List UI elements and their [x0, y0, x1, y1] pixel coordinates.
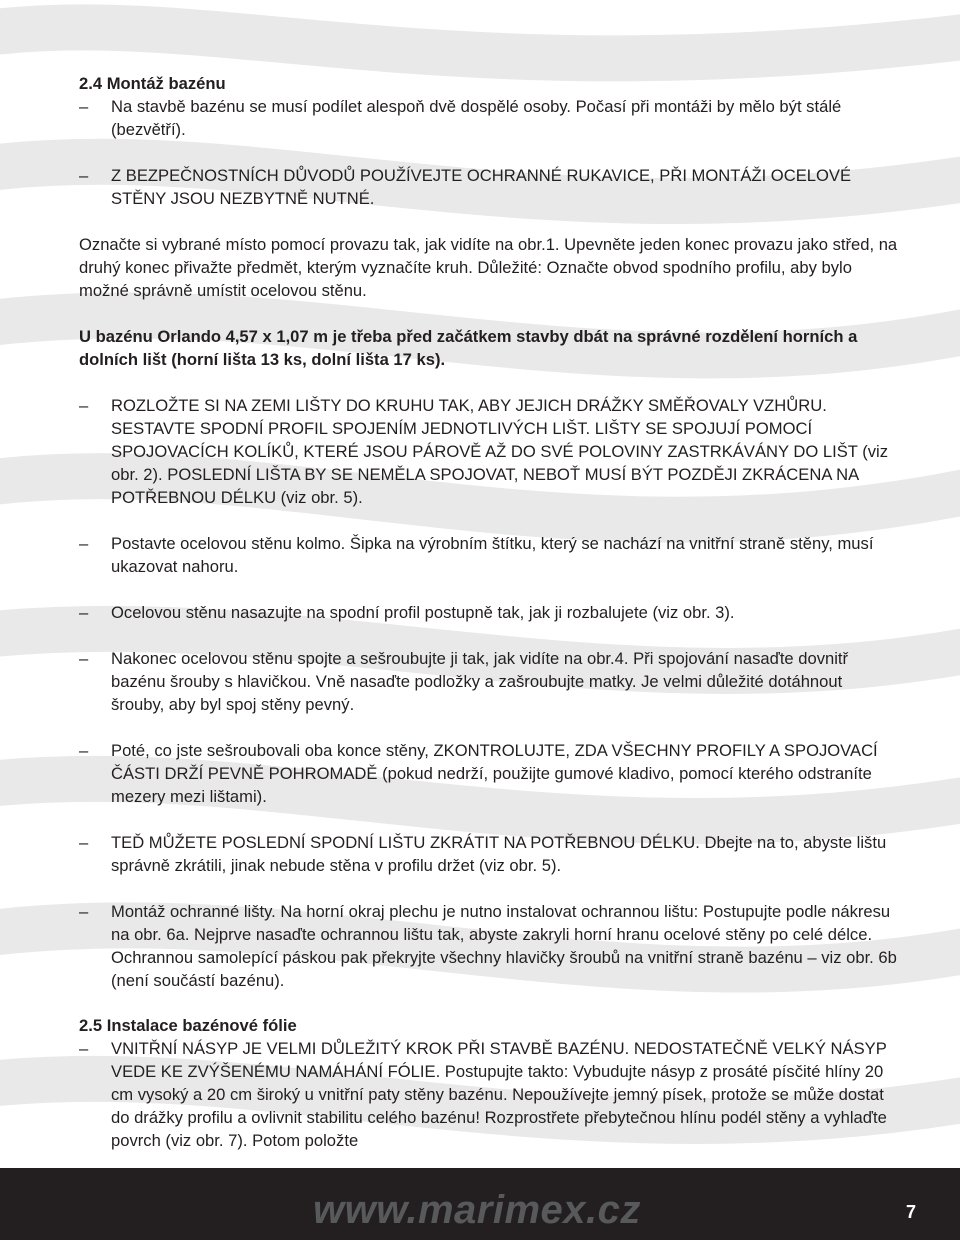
list-item: [79, 394, 899, 509]
item-text: Nakonec ocelovou stěnu spojte a sešroubujte ji tak, jak vidíte na obr.4. Při spojování nasaďte dovnitř bazénu šrouby s hlavičkou. Vně nasaďte podložky a zašroubujte matky. Je velmi důležité dotáhnout šrouby, aby byl spoj stěny pevný.: [111, 649, 849, 714]
bold-paragraph: U bazénu Orlando 4,57 x 1,07 m je třeba před začátkem stavby dbát na správné rozdělení horních a dolních lišt (horní lišta 13 ks, dolní lišta 17 ks).: [79, 327, 858, 369]
section-title: Montáž bazénu: [106, 74, 226, 93]
list-item: [79, 831, 899, 877]
dash-marker: –: [79, 1039, 89, 1058]
dash-marker: –: [79, 603, 89, 622]
section-heading-2-5: [79, 1014, 899, 1037]
item-text: Poté, co jste sešroubovali oba konce stěny, ZKONTROLUJTE, ZDA VŠECHNY PROFILY A SPOJOVACÍ ČÁSTI DRŽÍ PEVNĚ POHROMADĚ (pokud nedrží, použijte gumové kladivo, pomocí kterého odstraníte mezery mezi lištami).: [111, 741, 878, 806]
item-text: TEĎ MŮŽETE POSLEDNÍ SPODNÍ LIŠTU ZKRÁTIT NA POTŘEBNOU DÉLKU. Dbejte na to, abyste lištu správně zkrátili, jinak nebude stěna v profilu držet (viz obr. 5).: [111, 833, 887, 875]
paragraph: Označte si vybrané místo pomocí provazu tak, jak vidíte na obr.1. Upevněte jeden konec provazu jako střed, na druhý konec přivažte předmět, kterým vyznačíte kruh. Důležité: Označte obvod spodního profilu, aby bylo možné správně umístit ocelovou stěnu.: [79, 235, 898, 300]
section-title: Instalace bazénové fólie: [106, 1016, 297, 1035]
list-item: [79, 1037, 899, 1152]
list-item: [79, 739, 899, 808]
dash-marker: –: [79, 396, 89, 415]
item-text: VNITŘNÍ NÁSYP JE VELMI DŮLEŽITÝ KROK PŘI STAVBĚ BAZÉNU. NEDOSTATEČNĚ VELKÝ NÁSYP VEDE KE ZVÝŠENÉMU NAMÁHÁNÍ FÓLIE. Postupujte takto: Vybudujte násyp z prosáté písčité hlíny 20 cm vysoký a 20 cm široký u vnitřní paty stěny bazénu. Nepoužívejte jemný písek, protože se může dostat do drážky profilu a ovlivnit stabilitu celého bazénu! Rozprostřete přebytečnou hlínu podél stěny a vyhlaďte povrch (viz obr. 7). Potom položte: [111, 1039, 887, 1150]
page-number: 7: [906, 1202, 917, 1222]
dash-marker: –: [79, 649, 89, 668]
item-text: Postavte ocelovou stěnu kolmo. Šipka na výrobním štítku, který se nachází na vnitřní straně stěny, musí ukazovat nahoru.: [111, 534, 874, 576]
item-text: ROZLOŽTE SI NA ZEMI LIŠTY DO KRUHU TAK, ABY JEJICH DRÁŽKY SMĚŘOVALY VZHŮRU. SESTAVTE SPODNÍ PROFIL SPOJENÍM JEDNOTLIVÝCH LIŠT. LIŠTY SE SPOJUJÍ POMOCÍ SPOJOVACÍCH KOLÍKŮ, KTERÉ JSOU PÁROVĚ AŽ DO SVÉ POLOVINY ZASTRKÁVÁNY DO LIŠT (viz obr. 2). POSLEDNÍ LIŠTA BY SE NEMĚLA SPOJOVAT, NEBOŤ MUSÍ BÝT POZDĚJI ZKRÁCENA NA POTŘEBNOU DÉLKU (viz obr. 5).: [111, 396, 889, 507]
list-item: [79, 900, 899, 992]
website-link[interactable]: www.marimex.cz: [313, 1188, 641, 1232]
section-number: 2.5: [79, 1016, 103, 1035]
item-text: Z BEZPEČNOSTNÍCH DŮVODŮ POUŽÍVEJTE OCHRANNÉ RUKAVICE, PŘI MONTÁŽI OCELOVÉ STĚNY JSOU NEZBYTNĚ NUTNÉ.: [111, 166, 852, 208]
manual-content: [79, 72, 899, 1152]
list-item: [79, 164, 899, 210]
dash-marker: –: [79, 833, 89, 852]
list-item: [79, 601, 899, 624]
item-text: Montáž ochranné lišty. Na horní okraj plechu je nutno instalovat ochrannou lištu: Postupujte podle nákresu na obr. 6a. Nejprve nasaďte ochrannou lištu tak, abyste zakryli horní hranu ocelové stěny po celé délce. Ochrannou samolepící páskou pak překryjte všechny hlavičky šroubů na vnitřní straně bazénu – viz obr. 6b (není součástí bazénu).: [111, 902, 897, 990]
dash-marker: –: [79, 534, 89, 553]
item-text: Ocelovou stěnu nasazujte na spodní profil postupně tak, jak ji rozbalujete (viz obr. 3).: [111, 603, 735, 622]
dash-marker: –: [79, 97, 89, 116]
dash-marker: –: [79, 902, 89, 921]
list-item: [79, 532, 899, 578]
dash-marker: –: [79, 166, 89, 185]
list-item: [79, 647, 899, 716]
item-text: Na stavbě bazénu se musí podílet alespoň dvě dospělé osoby. Počasí při montáži by mělo být stálé (bezvětří).: [111, 97, 842, 139]
dash-marker: –: [79, 741, 89, 760]
list-item: [79, 95, 899, 141]
section-heading-2-4: [79, 72, 899, 95]
section-number: 2.4: [79, 74, 103, 93]
